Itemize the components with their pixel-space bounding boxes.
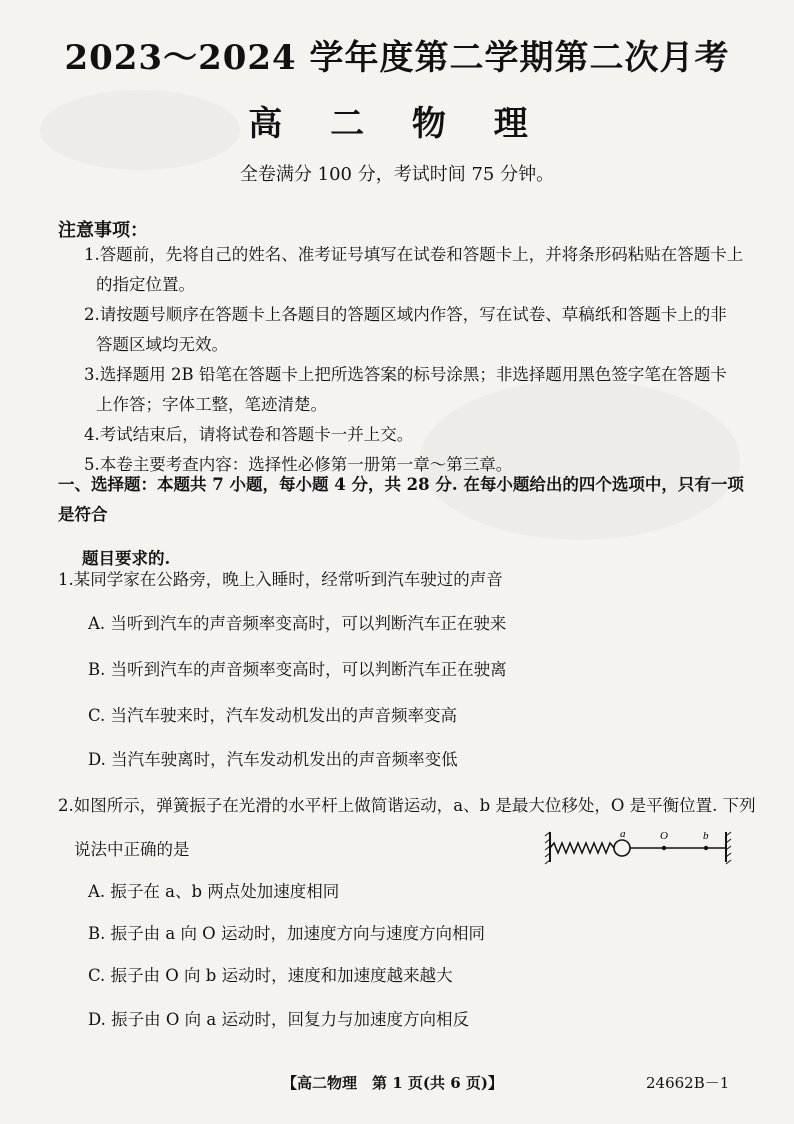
section-line: 一、选择题：本题共 7 小题，每小题 4 分，共 28 分. 在每小题给出的四个选项中，只有一项是符合 (58, 475, 744, 524)
question-2-stem-cont: 说法中正确的是 (74, 840, 190, 859)
notice-item (84, 300, 764, 360)
question-1-option-b: B. 当听到汽车的声音频率变高时，可以判断汽车正在驶离 (88, 660, 507, 679)
question-2-stem: 2.如图所示，弹簧振子在光滑的水平杆上做简谐运动，a、b 是最大位移处，O 是平衡位置. 下列 (58, 796, 756, 815)
point-b (704, 846, 708, 850)
question-1-stem: 1.某同学家在公路旁，晚上入睡时，经常听到汽车驶过的声音 (58, 570, 503, 589)
point-o (662, 846, 666, 850)
question-1-option-a: A. 当听到汽车的声音频率变高时，可以判断汽车正在驶来 (88, 614, 507, 633)
exam-meta: 全卷满分 100 分，考试时间 75 分钟。 (239, 164, 555, 185)
paper-code: 24662B－1 (646, 1074, 730, 1092)
notice-line: 上作答；字体工整，笔迹清楚。 (96, 395, 327, 414)
question-1-option-c: C. 当汽车驶来时，汽车发动机发出的声音频率变高 (88, 706, 458, 725)
notice-line: 的指定位置。 (96, 275, 195, 294)
exam-subject: 高 二 物 理 (248, 104, 546, 144)
question-2-option-b: B. 振子由 a 向 O 运动时，加速度方向与速度方向相同 (88, 924, 485, 943)
question-1-option-d: D. 当汽车驶离时，汽车发动机发出的声音频率变低 (88, 750, 458, 769)
label-b: b (703, 830, 709, 842)
notice-line: 3.选择题用 2B 铅笔在答题卡上把所选答案的标号涂黑；非选择题用黑色签字笔在答题卡 (84, 365, 727, 384)
notice-line: 1.答题前，先将自己的姓名、准考证号填写在试卷和答题卡上，并将条形码粘贴在答题卡上 (84, 245, 744, 264)
page-footer-label: 【高二物理 第 1 页(共 6 页)】 (282, 1074, 503, 1092)
question-2-option-a: A. 振子在 a、b 两点处加速度相同 (88, 882, 340, 901)
notice-line: 答题区域均无效。 (96, 335, 228, 354)
question-2-option-c: C. 振子由 O 向 b 运动时，速度和加速度越来越大 (88, 966, 453, 985)
notice-item (84, 240, 764, 300)
spring-oscillator-diagram (544, 826, 734, 866)
notice-heading: 注意事项： (58, 220, 148, 241)
section-heading (58, 470, 758, 574)
notice-line: 2.请按题号顺序在答题卡上各题目的答题区域内作答，写在试卷、草稿纸和答题卡上的非 (84, 305, 727, 324)
oscillator-ball (614, 840, 630, 856)
notice-line: 4.考试结束后，请将试卷和答题卡一并上交。 (84, 425, 414, 444)
exam-title: 2023～2024 学年度第二学期第二次月考 (64, 38, 730, 78)
label-o: O (660, 830, 668, 842)
notice-item (84, 360, 764, 420)
notice-line: 5.本卷主要考查内容：选择性必修第一册第一章～第三章。 (84, 455, 513, 474)
spring (550, 843, 614, 853)
label-a: a (620, 828, 626, 840)
question-2-option-d: D. 振子由 O 向 a 运动时，回复力与加速度方向相反 (88, 1010, 469, 1029)
section-line: 题目要求的. (82, 549, 171, 568)
notice-item (84, 420, 764, 450)
notice-list (84, 240, 764, 480)
